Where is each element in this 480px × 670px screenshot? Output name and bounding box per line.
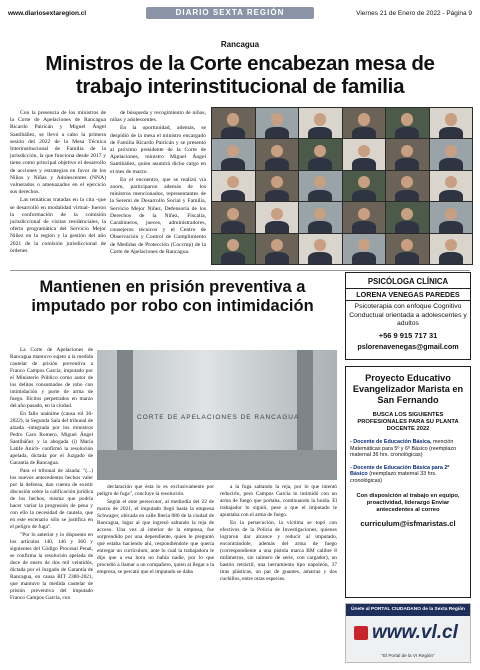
participant-tile <box>299 202 342 232</box>
site-url[interactable]: www.diariosextaregion.cl <box>8 9 87 17</box>
ad-headline: Proyecto Educativo Evangelizador Marista en San Fernando <box>352 373 464 405</box>
job-item-title: - Docente de Educación Básica para 2º Básico <box>350 464 450 478</box>
participant-tile <box>212 234 255 264</box>
participant-tile <box>256 202 299 232</box>
paragraph: En la oportunidad, además, se despidió de la mesa el ministro encargado de Familia Ricardo Pairicán y se presentó al próximo presidente de la Corte de Apelaciones, ministro Miguel Ángel Santibáñez, quien asumirá dicho cargo en el mes de marzo. <box>110 125 206 175</box>
ad-title: PSICÓLOGA CLÍNICA <box>367 277 449 286</box>
paragraph: Según el ente persecutor, al mediodía del 22 de marzo de 2021, el imputado llegó hasta la empresa Schwager, ubicada en calle Iberia 080 de la ciudad de Rancagua, lugar al que ingresó saltando la reja de acceso. Una vez al interior de la empresa, fue sorprendido por una dependiente, quien le preguntó qué estaba haciendo ahí, respondiéndole que quería entregar un currículum, ante lo cual la trabajadora le dijo que a esa hora no había nadie, por lo que procedió a llamar a un compañero, quien al llegar a la empresa, se percató que el imputado se daba <box>97 499 214 575</box>
participant-tile <box>386 171 429 201</box>
participant-tile <box>430 139 473 169</box>
paragraph: Las temáticas tratadas en la cita -que se desarrolló en modalidad virtual- fueron la conformación de la comisión jurisdiccional de visitas residenciales, la oferta programática del Servicio Mejor Niñez en la región y la gestión del año 2021 de la comisión jurisdiccional de órdenes <box>10 197 106 254</box>
participant-tile <box>212 171 255 201</box>
participant-tile <box>386 234 429 264</box>
ad-seek: BUSCA LOS SIGUIENTES PROFESIONALES PARA SU PLANTA DOCENTE 2022 <box>357 412 459 432</box>
job-item-body: mención Matemáticas para 5º y 6º Básico (reemplazo maternal 36 hrs. cronológicas) <box>350 439 457 459</box>
paragraph: La Corte de Apelaciones de Rancagua mantuvo sujeto a la medida cautelar de prisión preventiva a Franco Campos García, imputado por el Ministerio Público como autor de los delitos consumados de robo con intimidación y porte de arma de fuego. Ilícitos perpetrados en marzo del año pasado, en la ciudad. <box>10 347 93 409</box>
article1-column-2 <box>110 110 206 257</box>
paragraph: En fallo unánime (causa rol 36-2022), la Segunda Sala del tribunal de alzada -integrada por los ministros Pedro Caro Romero, Miguel Ángel Santibáñez y la abogada (i) María Latife Anich- confirmó la resolución apelada, dictada por el Juzgado de Garantía de Rancagua. <box>10 411 93 466</box>
portal-banner[interactable] <box>345 603 471 663</box>
article2-headline: Mantienen en prisión preventiva a imputado por robo con intimidación <box>31 278 314 315</box>
participant-tile <box>299 171 342 201</box>
logo-square-icon <box>354 626 368 640</box>
article2-column-a <box>10 347 93 603</box>
paragraph: declaración que ésta lo es exclusivamente por peligro de fuga", concluye la resolución. <box>97 484 214 497</box>
ad-description: Psicoterapia con enfoque Cognitivo Conductual orientada a adolescentes y adultos <box>349 303 467 327</box>
marista-job-ad <box>345 366 471 598</box>
page-header <box>8 6 472 20</box>
participant-tile <box>256 139 299 169</box>
participant-tile <box>256 108 299 138</box>
ad-name: LORENA VENEGAS PAREDES <box>346 288 470 301</box>
banner-logo[interactable]: www.vl.cl <box>372 622 458 643</box>
paragraph: "Por lo anterior y lo dispuesto en los artículos 140, 146 y 360 y siguientes del Código Procesal Penal, se confirma la resolución apelada de doce de enero de dos mil veintidós, dictada por el Juzgado de Garantía de Rancagua, en causa RIT 2380-2021, que mantuvo la medida cautelar de prisión preventiva del imputado Franco Campos García, con <box>10 532 93 601</box>
participant-tile <box>256 234 299 264</box>
participant-tile <box>386 139 429 169</box>
ad-email[interactable]: pslorenavenegas@gmail.com <box>357 341 459 351</box>
paragraph: En el encuentro, que se realizó vía zoom, participaron además de los ministros mencionados, representantes de la Seremi de Desarrollo Social y Familia, Servicio Mejor Niñez, Defensoría de los Derechos de la Niñez, Fiscalía, Carabineros, jueces, administradores, consejeros técnicos y el Centro de Observación y Control de Cumplimiento de Medidas de Protección (Coccmp) de la Corte de Apelaciones de Rancagua. <box>110 176 206 255</box>
participant-tile <box>299 139 342 169</box>
article1-column-1 <box>10 110 106 256</box>
ad-cta: Con disposición al trabajo en equipo, proactividad, liderazgo Enviar antecedentes al correo <box>356 492 460 513</box>
court-sign: CORTE DE APELACIONES DE RANCAGUA <box>137 414 300 421</box>
zoom-meeting-photo <box>211 107 473 265</box>
paragraph: Con la presencia de los ministros de la Corte de Apelaciones de Rancagua Ricardo Pairicán y Miguel Ángel Santibáñez, se llevó a cabo la primera sesión del 2022 de la Mesa Técnica Interinstitucional de Familia de la jurisdicción, la que funciona desde 2017 y tiene como principal objetivo el desarrollo de acciones y estrategias en favor de los Niños y Niñas y Adolescentes (NNA) vulnerados o amenazados en el ejercicio sus derechos. <box>10 110 106 196</box>
job-item-title: - Docente de Educación Básica, <box>350 439 432 445</box>
participant-tile <box>212 108 255 138</box>
participant-tile <box>430 202 473 232</box>
ad-phone[interactable]: +56 9 915 717 31 <box>378 330 438 340</box>
participant-tile <box>343 234 386 264</box>
participant-tile <box>430 171 473 201</box>
paragraph: a la fuga saltando la reja, por lo que intentó reducirlo, pero Campos García lo intimidó con un arma de fuego que portaba, continuando la huida. El trabajador lo siguió, pese a que el imputado le apuntaba con el arma de fuego. <box>220 484 337 518</box>
psychologist-ad <box>345 272 471 360</box>
job-item-1 <box>350 439 466 459</box>
participant-tile <box>343 202 386 232</box>
job-item-2 <box>350 465 466 485</box>
article1-headline: Ministros de la Corte encabezan mesa de trabajo interinstitucional de familia <box>45 52 435 98</box>
article1-kicker: Rancagua <box>220 40 260 49</box>
participant-tile <box>256 171 299 201</box>
ad-email[interactable]: curriculum@isfmaristas.cl <box>360 518 456 528</box>
participant-tile <box>386 108 429 138</box>
paragraph: de búsqueda y recogimiento de niños, niñas y adolescentes. <box>110 110 206 124</box>
participant-tile <box>343 171 386 201</box>
article2-column-c <box>220 484 337 584</box>
job-item-body: (reemplazo maternal 33 hrs. cronológicas) <box>350 471 437 484</box>
paragraph: En la persecución, la víctima se topó con efectivos de la Policía de Investigaciones, quienes lograron dar alcance y reducir al imputado, encontrándole, además del arma de fuego (correspondiente a una pistola marca BM calibre 8 milímetros, sin número de serie, con cargador), un bastón retráctil, una herramienta tipo napoleón, 37 tiras plásticas, un par de guantes, amarras y dos cuchillos, entre otras especies. <box>220 520 337 582</box>
participant-tile <box>343 108 386 138</box>
banner-strip: Únete al PORTAL CIUDADANO de la Sexta Región <box>346 604 470 616</box>
participant-tile <box>430 108 473 138</box>
section-divider <box>10 270 470 271</box>
participant-tile <box>212 202 255 232</box>
participant-tile <box>386 202 429 232</box>
newspaper-brand: DIARIO SEXTA REGIÓN <box>146 7 314 19</box>
participant-tile <box>299 108 342 138</box>
participant-tile <box>343 139 386 169</box>
paragraph: Para el tribunal de alzada: "(...) los nuevos antecedentes hechos valer por la defensa, dan cuenta de existir discusión sobre la calificación jurídica de los hechos, misma que podría hacer variar la progresión de pena y con ello la necesidad de cautela, que en este escenario sólo se justifica en el peligro de fuga". <box>10 468 93 530</box>
court-building-photo <box>97 350 337 480</box>
banner-tagline: "El Portal de la VI Región" <box>381 653 435 658</box>
article2-column-b <box>97 484 214 577</box>
issue-date: Viernes 21 de Enero de 2022 - Página 9 <box>356 9 472 17</box>
participant-tile <box>299 234 342 264</box>
participant-tile <box>430 234 473 264</box>
participant-tile <box>212 139 255 169</box>
